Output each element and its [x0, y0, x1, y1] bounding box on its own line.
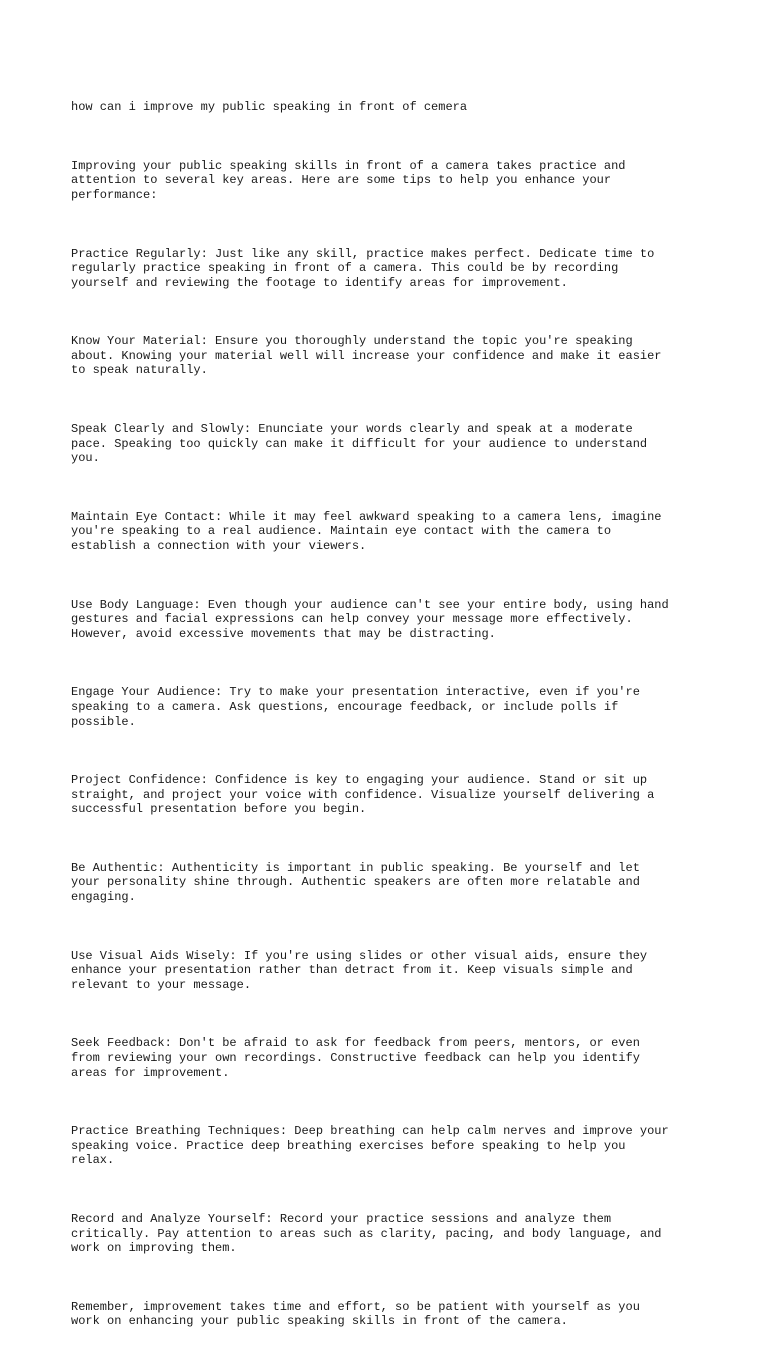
tip-seek-feedback: Seek Feedback: Don't be afraid to ask for feedback from peers, mentors, or even from reviewing your own recordings. Constructive feedback can help you identify areas for improvement. — [71, 1036, 640, 1080]
tip-practice-regularly: Practice Regularly: Just like any skill, practice makes perfect. Dedicate time to regularly practice speaking in front of a camera. This could be by recording yourself and reviewing the footage to identify areas for improvement. — [71, 246, 655, 290]
tip-project-confidence: Project Confidence: Confidence is key to engaging your audience. Stand or sit up straight, and project your voice with confidence. Visualize yourself delivering a successful presentation before you begin. — [71, 773, 655, 817]
tip-breathing: Practice Breathing Techniques: Deep breathing can help calm nerves and improve your speaking voice. Practice deep breathing exercises before speaking to help you relax. — [71, 1124, 669, 1168]
document-page — [71, 71, 711, 1358]
tip-visual-aids: Use Visual Aids Wisely: If you're using slides or other visual aids, ensure they enhance your presentation rather than detract from it. Keep visuals simple and relevant to your message. — [71, 948, 648, 992]
tip-eye-contact: Maintain Eye Contact: While it may feel awkward speaking to a camera lens, imagine you're speaking to a real audience. Maintain eye contact with the camera to establish a connection with your viewers. — [71, 509, 662, 554]
tip-know-your-material: Know Your Material: Ensure you thoroughly understand the topic you're speaking about. Knowing your material well will increase your confidence and make it easier to speak naturally. — [71, 334, 662, 378]
tip-body-language: Use Body Language: Even though your audience can't see your entire body, using hand gestures and facial expressions can help convey your message more effectively. However, avoid excessive movements that may be distracting. — [71, 597, 669, 641]
closing-paragraph: Remember, improvement takes time and effort, so be patient with yourself as you work on enhancing your public speaking skills in front of the camera. — [71, 1299, 640, 1329]
tip-be-authentic: Be Authentic: Authenticity is important in public speaking. Be yourself and let your personality shine through. Authentic speakers are often more relatable and engaging. — [71, 860, 640, 905]
question-text: how can i improve my public speaking in front of cemera — [71, 100, 468, 115]
tip-record-analyze: Record and Analyze Yourself: Record your practice sessions and analyze them critically. Pay attention to areas such as clarity, pacing, and body language, and work on improving them. — [71, 1211, 662, 1256]
tip-engage-audience: Engage Your Audience: Try to make your presentation interactive, even if you're speaking to a camera. Ask questions, encourage feedback, or include polls if possible. — [71, 685, 640, 729]
tip-speak-clearly: Speak Clearly and Slowly: Enunciate your words clearly and speak at a moderate pace. Speaking too quickly can make it difficult for your audience to understand you. — [71, 422, 648, 466]
intro-paragraph: Improving your public speaking skills in front of a camera takes practice and attention to several key areas. Here are some tips to help you enhance your performance: — [71, 158, 626, 202]
